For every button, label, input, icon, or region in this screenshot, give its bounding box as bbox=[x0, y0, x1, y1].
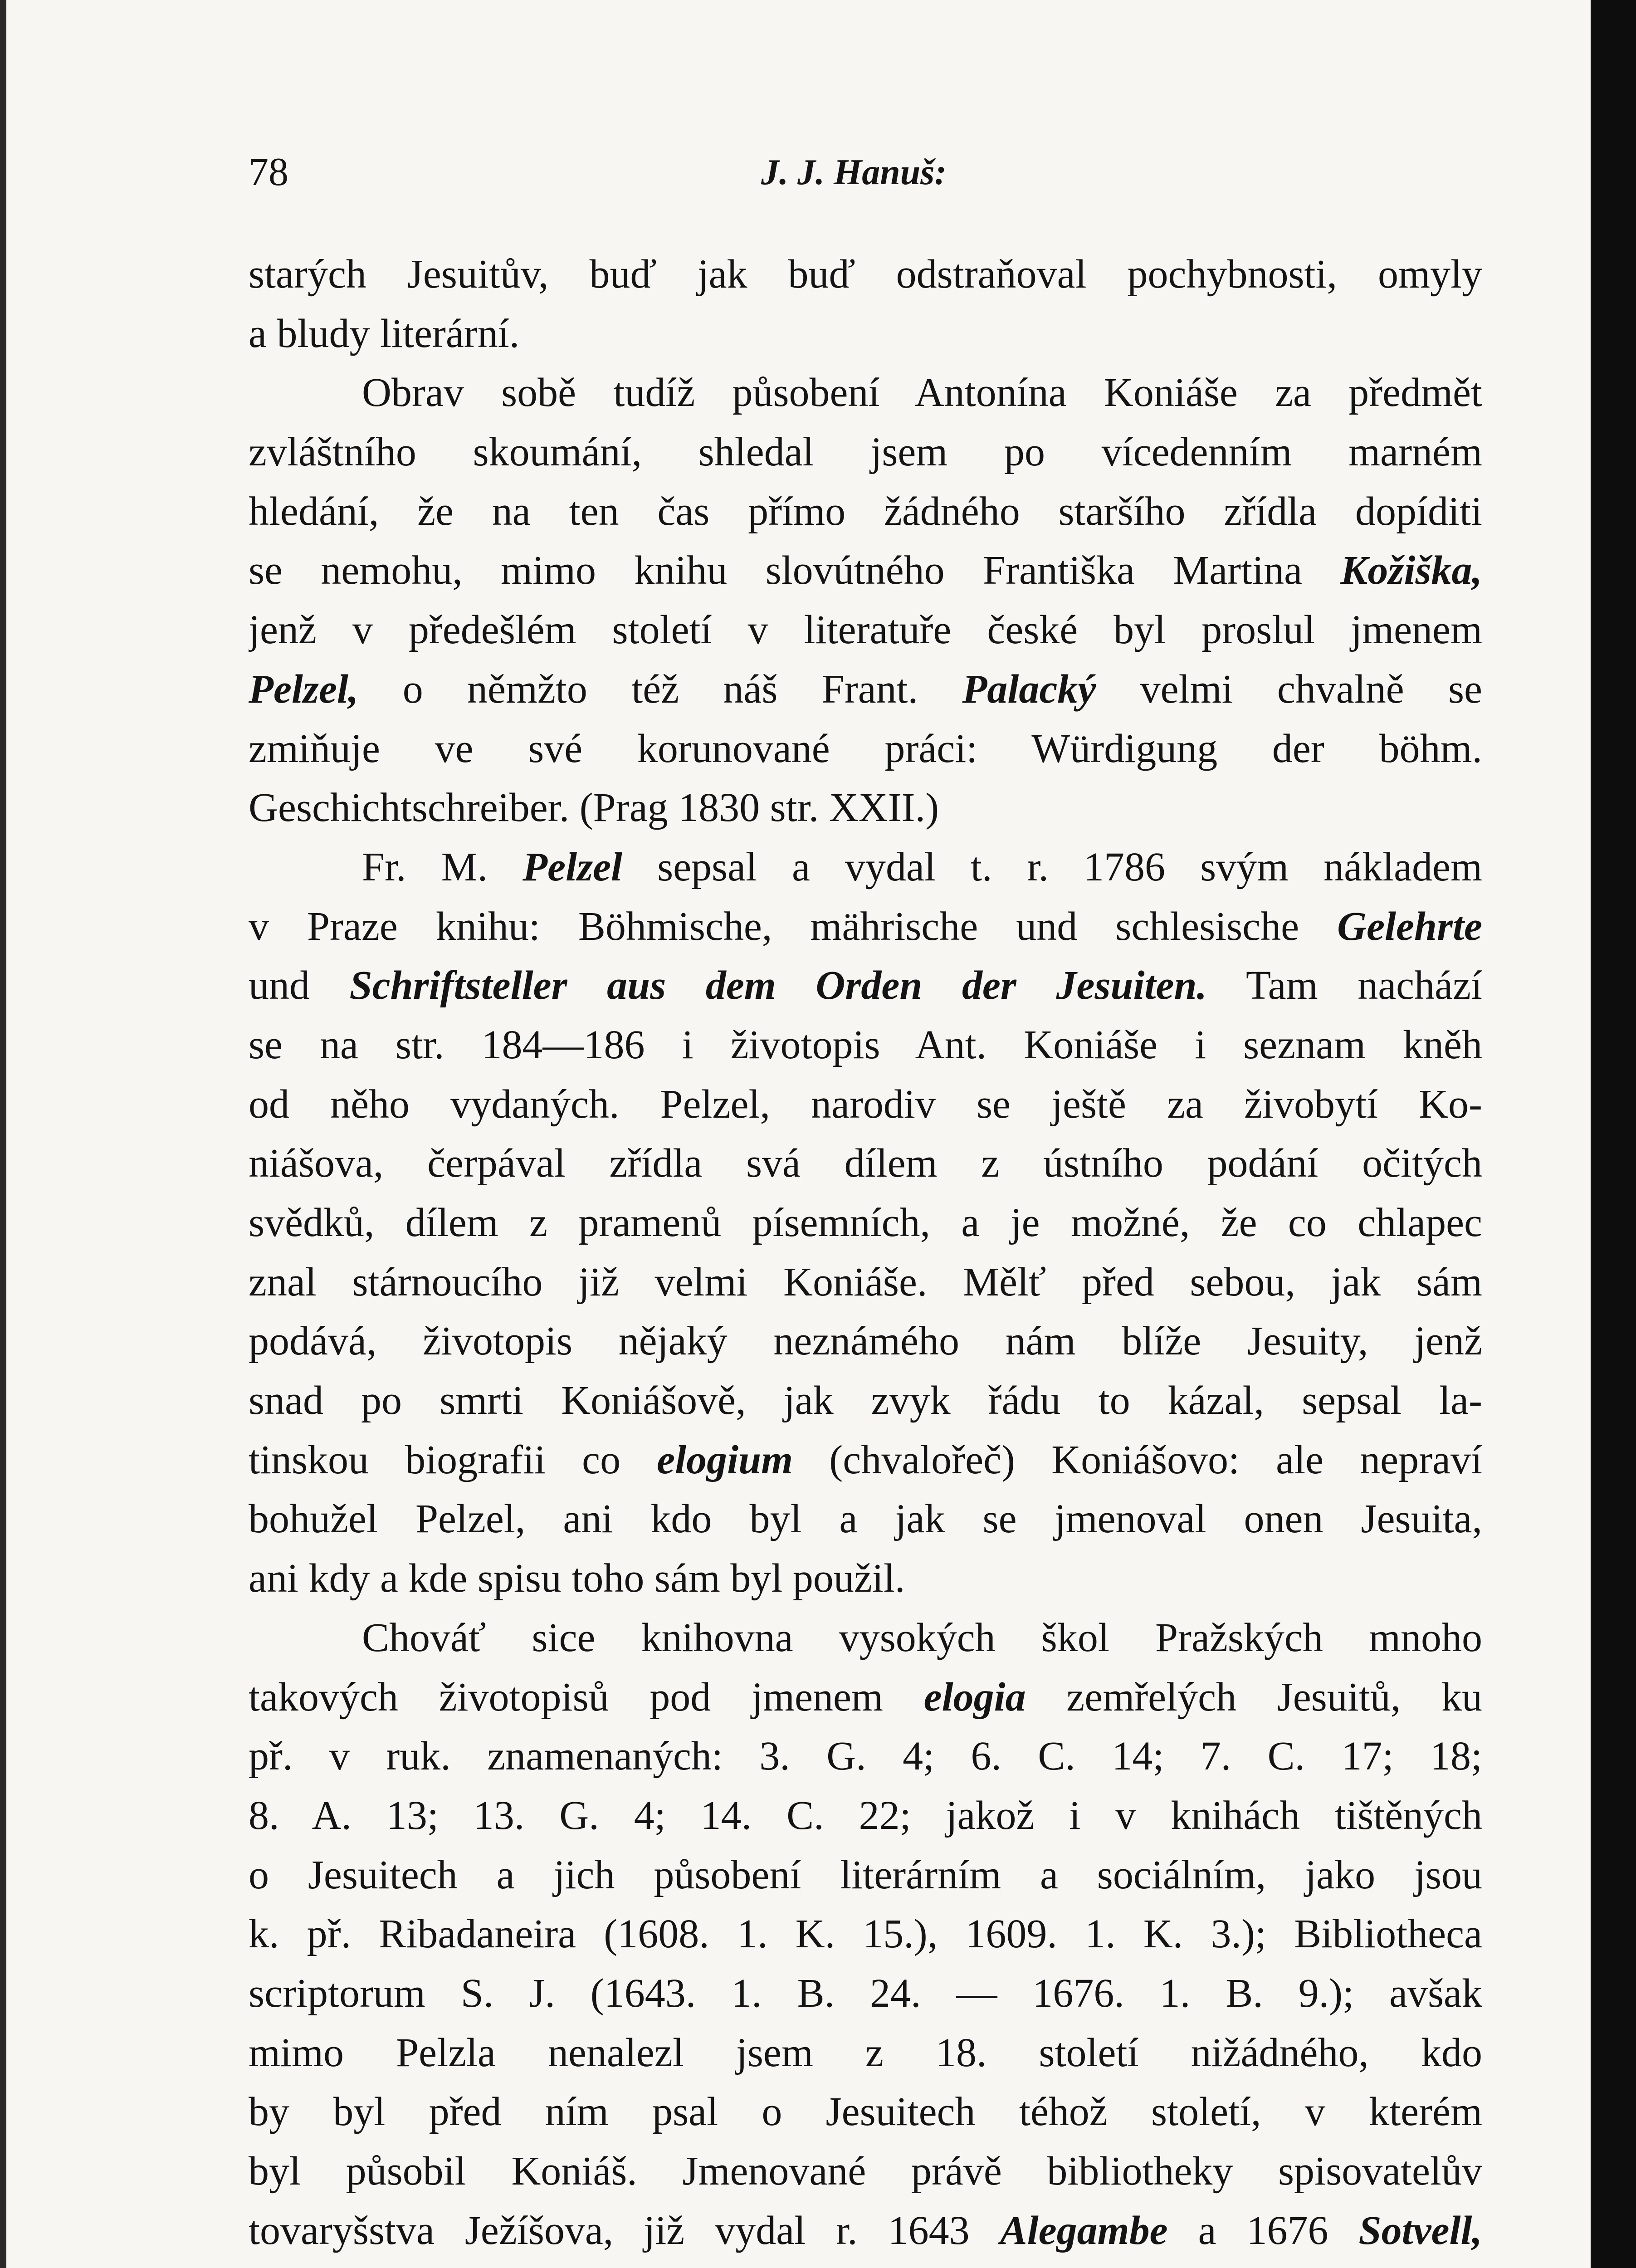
text-segment: velmi chvalně se bbox=[1096, 666, 1482, 712]
text-line: o Jesuitech a jich působení literárním a sociálním, jako jsou bbox=[249, 1852, 1482, 1897]
italic-name-pelzel: Pelzel, bbox=[249, 666, 359, 712]
italic-name-palacky: Palacký bbox=[962, 666, 1096, 712]
text-line bbox=[249, 541, 1482, 601]
text-line: bohužel Pelzel, ani kdo byl a jak se jmenoval onen Jesuita, bbox=[249, 1496, 1482, 1542]
text-line: by byl před ním psal o Jesuitech téhož století, v kterém bbox=[249, 2089, 1482, 2135]
paragraph-start-line: Chováť sice knihovna vysokých škol Pražských mnoho bbox=[362, 1615, 1482, 1660]
text-line: př. v ruk. znamenaných: 3. G. 4; 6. C. 14; 7. C. 17; 18; bbox=[249, 1734, 1482, 1779]
text-line bbox=[249, 1431, 1482, 1490]
text-line: niášova, čerpával zřídla svá dílem z ústního podání očitých bbox=[249, 1141, 1482, 1186]
text-segment: tovaryšstva Ježíšova, již vydal r. 1643 bbox=[249, 2208, 1000, 2253]
text-segment: a 1676 bbox=[1167, 2208, 1359, 2253]
text-line: svědků, dílem z pramenů písemních, a je možné, že co chlapec bbox=[249, 1200, 1482, 1245]
paragraph-start-line bbox=[249, 838, 1482, 897]
text-line: snad po smrti Koniášově, jak zvyk řádu to kázal, sepsal la- bbox=[249, 1378, 1482, 1423]
text-line bbox=[249, 2260, 1482, 2268]
text-line: scriptorum S. J. (1643. 1. B. 24. — 1676. 1. B. 9.); avšak bbox=[249, 1970, 1482, 2016]
body-text bbox=[249, 245, 1482, 2268]
text-line bbox=[249, 660, 1482, 719]
text-segment: und bbox=[249, 963, 350, 1008]
text-line: se na str. 184—186 i životopis Ant. Koniáše i seznam kněh bbox=[249, 1022, 1482, 1067]
italic-term-elogium: elogium bbox=[657, 1437, 793, 1482]
italic-book-title: Schriftsteller aus dem Orden der Jesuiten. bbox=[349, 963, 1207, 1008]
italic-title-word: Gelehrte bbox=[1337, 904, 1482, 949]
text-line bbox=[249, 956, 1482, 1016]
text-line: hledání, že na ten čas přímo žádného staršího zřídla dopíditi bbox=[249, 489, 1482, 534]
text-segment: tinskou biografii co bbox=[249, 1437, 657, 1482]
text-line: zmiňuje ve své korunované práci: Würdigung der böhm. bbox=[249, 726, 1482, 771]
text-segment: sepsal a vydal t. r. 1786 svým nákladem bbox=[622, 844, 1482, 890]
text-line: od něho vydaných. Pelzel, narodiv se ještě za živobytí Ko- bbox=[249, 1081, 1482, 1127]
text-line: Geschichtschreiber. (Prag 1830 str. XXII.) bbox=[249, 785, 939, 831]
text-segment: (chvalořeč) Koniášovo: ale nepraví bbox=[793, 1437, 1482, 1482]
italic-name-sotvell: Sotvell, bbox=[1358, 2208, 1482, 2253]
page-left-edge bbox=[0, 0, 6, 2268]
text-line: podává, životopis nějaký neznámého nám blíže Jesuity, jenž bbox=[249, 1319, 1482, 1364]
text-line bbox=[249, 1668, 1482, 1727]
text-line bbox=[249, 2201, 1482, 2261]
text-line: zvláštního skoumání, shledal jsem po vícedenním marném bbox=[249, 430, 1482, 475]
text-segment: Fr. M. bbox=[362, 844, 523, 890]
italic-name-alegambe: Alegambe bbox=[1000, 2208, 1168, 2253]
text-line: 8. A. 13; 13. G. 4; 14. C. 22; jakož i v knihách tištěných bbox=[249, 1793, 1482, 1838]
running-head: J. J. Hanuš: bbox=[761, 152, 947, 192]
text-line: k. př. Ribadaneira (1608. 1. K. 15.), 1609. 1. K. 3.); Bibliotheca bbox=[249, 1911, 1482, 1957]
text-segment: zemřelých Jesuitů, ku bbox=[1026, 1674, 1482, 1720]
text-line: znal stárnoucího již velmi Koniáše. Mělť před sebou, jak sám bbox=[249, 1259, 1482, 1305]
italic-name-kozisek: Kožiška, bbox=[1340, 548, 1482, 593]
text-line: jenž v předešlém století v literatuře české byl proslul jmenem bbox=[249, 607, 1482, 653]
text-line: starých Jesuitův, buď jak buď odstraňoval pochybnosti, omyly bbox=[249, 252, 1482, 297]
text-line: a bludy literární. bbox=[249, 311, 520, 356]
text-segment: se nemohu, mimo knihu slovútného Františka Martina bbox=[249, 548, 1341, 593]
italic-name-pelzel: Pelzel bbox=[523, 844, 623, 890]
text-line: byl působil Koniáš. Jmenované právě bibliotheky spisovatelův bbox=[249, 2149, 1482, 2194]
text-segment: v Praze knihu: Böhmische, mährische und schlesische bbox=[249, 904, 1338, 949]
page-number: 78 bbox=[249, 150, 288, 194]
page-header bbox=[249, 145, 1482, 200]
text-line: ani kdy a kde spisu toho sám byl použil. bbox=[249, 1556, 905, 1601]
text-line: mimo Pelzla nenalezl jsem z 18. století nižádného, kdo bbox=[249, 2030, 1482, 2075]
paragraph-start-line: Obrav sobě tudíž působení Antonína Koniáše za předmět bbox=[362, 370, 1482, 415]
text-segment: Tam nachází bbox=[1207, 963, 1482, 1008]
italic-term-elogia: elogia bbox=[923, 1674, 1026, 1720]
text-line bbox=[249, 897, 1482, 957]
page-right-edge bbox=[1591, 0, 1636, 2268]
text-segment: takových životopisů pod jmenem bbox=[249, 1674, 924, 1720]
text-segment: o němžto též náš Frant. bbox=[358, 666, 962, 712]
